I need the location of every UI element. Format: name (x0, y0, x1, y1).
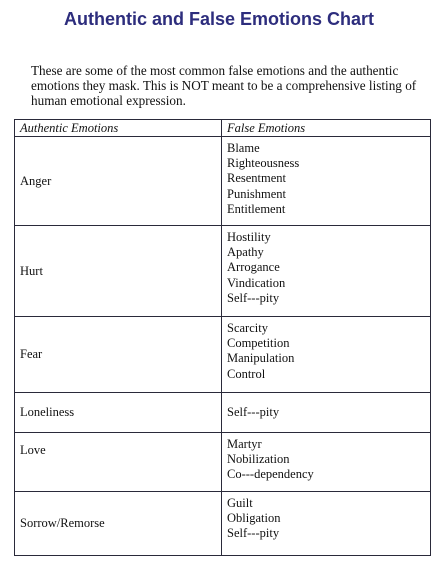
false-emotion-item: Competition (227, 336, 290, 351)
false-emotion-item: Nobilization (227, 452, 290, 467)
table-row (15, 433, 431, 492)
false-emotion-item: Scarcity (227, 321, 268, 335)
intro-paragraph (31, 63, 436, 108)
header-authentic-emotions: Authentic Emotions (15, 120, 222, 137)
page-title: Authentic and False Emotions Chart (63, 9, 375, 29)
false-emotion-item: Blame (227, 141, 260, 155)
authentic-emotion-cell: Fear (15, 317, 222, 393)
false-emotion-item: Self---pity (227, 290, 280, 305)
table-row (15, 492, 431, 556)
table-row (15, 317, 431, 393)
false-emotions-cell (222, 393, 431, 433)
false-emotion-item: Co---dependency (227, 467, 314, 482)
false-emotion-item: Righteousness (227, 156, 300, 171)
authentic-emotion-cell: Love (15, 433, 222, 492)
intro-line: human emotional expression. (31, 93, 186, 108)
false-emotions-cell (222, 226, 431, 317)
false-emotion-item: Arrogance (227, 260, 280, 275)
false-emotions-cell (222, 317, 431, 393)
false-emotion-item: Martyr (227, 437, 262, 451)
false-emotion-item: Manipulation (227, 351, 295, 366)
false-emotion-item: Guilt (227, 496, 253, 510)
false-emotions-cell (222, 433, 431, 492)
table-row (15, 226, 431, 317)
intro-line: These are some of the most common false emotions and the authentic (31, 63, 399, 78)
false-emotion-item: Hostility (227, 230, 271, 244)
intro-line: emotions they mask. This is NOT meant to be a comprehensive listing of (31, 78, 417, 93)
false-emotion-item: Punishment (227, 186, 287, 201)
false-emotion-item: Obligation (227, 511, 281, 526)
false-emotion-item: Entitlement (227, 201, 286, 216)
false-emotion-item: Vindication (227, 275, 286, 290)
emotions-table (14, 119, 431, 556)
false-emotions-cell (222, 137, 431, 226)
authentic-emotion-cell: Hurt (15, 226, 222, 317)
false-emotion-item: Self---pity (227, 404, 280, 419)
false-emotions-cell (222, 492, 431, 556)
header-false-emotions: False Emotions (222, 120, 431, 137)
false-emotion-item: Resentment (227, 171, 287, 186)
table-row (15, 137, 431, 226)
false-emotion-item: Self---pity (227, 526, 280, 541)
table-header-row (15, 120, 431, 137)
authentic-emotion-cell: Anger (15, 137, 222, 226)
authentic-emotion-cell: Loneliness (15, 393, 222, 433)
false-emotion-item: Control (227, 366, 266, 381)
false-emotion-item: Apathy (227, 245, 264, 260)
table-row (15, 393, 431, 433)
authentic-emotion-cell: Sorrow/Remorse (15, 492, 222, 556)
